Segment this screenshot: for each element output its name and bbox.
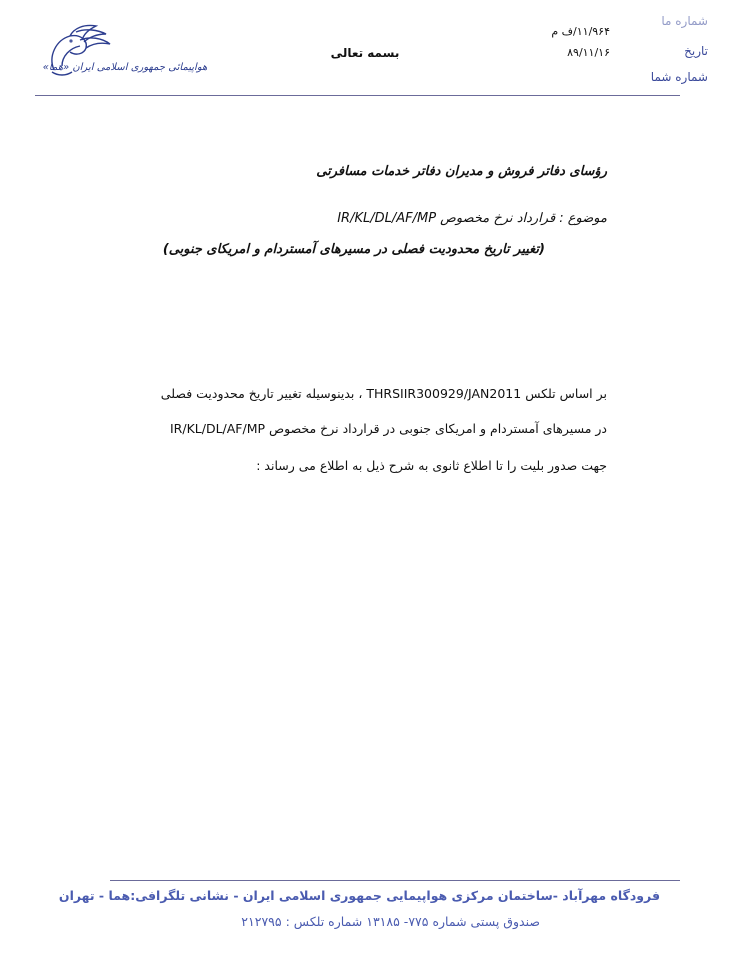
recipient-line: رؤسای دفاتر فروش و مدیران دفاتر خدمات مسافرتی: [316, 164, 607, 179]
basmala-heading: بسمه تعالی: [330, 46, 400, 60]
logo-caption: هواپیمائی جمهوری اسلامی ایران «هما»: [42, 62, 208, 73]
homa-logo: [40, 22, 210, 88]
subject-detail-line: (تغییر تاریخ محدودیت فصلی در مسیرهای آمستردام و امریکای جنوبی): [162, 242, 545, 257]
body-paragraph-line: جهت صدور بلیت را تا اطلاع ثانوی به شرح ذیل به اطلاع می رساند :: [256, 458, 607, 473]
body-paragraph-line: در مسیرهای آمستردام و امریکای جنوبی در قرارداد نرخ مخصوص IR/KL/DL/AF/MP: [170, 421, 607, 436]
footer-postal-telex: صندوق پستی شماره ۷۷۵- ۱۳۱۸۵ شماره تلکس : ۲۱۲۷۹۵: [241, 914, 540, 929]
letter-number-label: شماره ما: [661, 14, 708, 28]
homa-bird-icon: [40, 22, 210, 84]
letter-number-value: ۱۱/۹۶۴/ف م: [551, 25, 610, 38]
reference-number-label: شماره شما: [650, 70, 708, 84]
letter-date-value: ۸۹/۱۱/۱۶: [567, 46, 610, 59]
footer-address: فرودگاه مهرآباد -ساختمان مرکزی هواپیمایی جمهوری اسلامی ایران - نشانی تلگرافی:هما - تهران: [58, 888, 660, 903]
body-paragraph-line: بر اساس تلکس THRSIIR300929/JAN2011 ، بدینوسیله تغییر تاریخ محدودیت فصلی: [160, 386, 607, 401]
subject-line: موضوع : قرارداد نرخ مخصوص IR/KL/DL/AF/MP: [337, 211, 607, 226]
letter-date-label: تاریخ: [684, 44, 708, 58]
footer-divider: [110, 880, 680, 881]
header-divider: [35, 95, 680, 96]
